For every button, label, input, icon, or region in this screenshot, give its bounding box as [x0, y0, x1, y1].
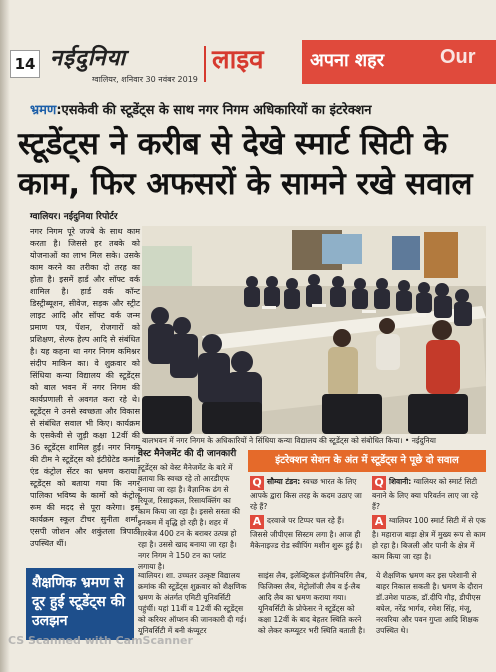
photo-caption: बालभवन में नगर निगम के अधिकारियों ने सिंधिया कन्या विद्यालय की स्टूडेंट्स को संबोधित किया। • नईदुनिया	[142, 436, 436, 445]
question-mark-2: Q	[372, 476, 386, 490]
kicker-text: :एसकेवी की स्टूडेंट्स के साथ नगर निगम अधिकारियों का इंटरेक्शन	[56, 103, 372, 118]
page-fold-shadow	[0, 0, 10, 672]
waste-heading: वेस्ट मैनेजमेंट की दी जानकारी	[138, 449, 237, 459]
article-body: नगर निगम पूरे जज्बे के साथ काम करता है। जिससे हर तबके को योजनाओं का लाभ मिल सके। उसके काम करने का तरीका दो तरह का होता है। इसमें हार्ड और सॉफ्ट वर्क शामिल है। हार्ड वर्क कॉन्ट डिस्ट्रीब्यूशन, सीवेज, सड़क और स्ट्रीट लाइट आदि और सॉफ्ट वर्क जन्म प्रमाण पत्र, पेंशन, रोजगारों को प्रशिक्षण, सेल्फ हेल्प आदि से संबंधित है। यह कहना था नगर निगम कमिश्नर संदीप माकिन का। वे शुक्रवार को सिंधिया कन्या विद्यालय की स्टूडेंट्स को बाल भवन में नगर निगम की कार्यप्रणाली से अवगत करा रहे थे। स्टूडेंट्स ने उनसे स्वच्छता और विकास से संबंधित सवाल भी किए। कार्यक्रम के एसकेवी से जुड़ी कक्षा 12वीं की 36 स्टूडेंट्स शामिल हुईं। नगर निगम की टीम ने स्टूडेंट्स को इंटीग्रेटेड कमांड एंड कंट्रोल सेंटर का भ्रमण कराया। स्टूडेंट्स को बताया गया कि नगर पालिका भविष्य के कामों को कंट्रोल रूम की मदद से पूरा करेगा। इस कार्यक्रम स्कूल टीचर सुनीता शर्मा, एसपी जोशन और शकुंतला त्रिपाठी उपस्थित थीं।	[30, 227, 140, 548]
masthead-divider	[204, 46, 206, 82]
scanner-watermark: CS Scanned with CamScanner	[8, 634, 193, 647]
meeting-photo-drawing	[142, 226, 486, 434]
paper-name: नईदुनिया	[50, 46, 127, 71]
q2-text: ग्वालियर को स्मार्ट सिटी बनाने के लिए क्या परिवर्तन लाए जा रहे हैं?	[372, 477, 479, 511]
masthead	[0, 40, 496, 90]
q1-name: सौम्या टंडन:	[267, 477, 301, 486]
tagline-english: Our	[440, 46, 476, 68]
section-title: लाइव	[212, 45, 264, 75]
page-number: 14	[10, 50, 40, 78]
waste-body: स्टूडेंट्स को वेस्ट मैनेजमेंट के बारे में बताया कि स्वच्छ रहे तो आरडीएफ बनाया जा रहा है। वैज्ञानिक ढंग से रियूज, रिसाइकल, रिसायक्लिंग का काम किया जा रहा है। इससे सस्ता की इनकम में वृद्धि हो रही है। शहर में गारबेज 400 टन के बराबर उत्पन्न हो रहा है। उससे खाद बनाया जा रहा है। नगर निगम ने 150 टन का प्लांट लगाया है।	[138, 463, 240, 571]
kicker-place: भ्रमण	[30, 103, 57, 118]
q1-text: स्वच्छ भारत के लिए आपके द्वारा किस तरह के कदम उठाए जा रहे हैं?	[250, 477, 362, 511]
article-kicker	[30, 100, 482, 118]
article-byline: ग्वालियर। नईदुनिया रिपोर्टर	[30, 212, 118, 222]
article-headline: स्टूडेंट्स ने करीब से देखे स्मार्ट सिटी के काम, फिर अफसरों के सामने रखे सवाल	[18, 126, 473, 202]
a2-text: ग्वालियर 100 स्मार्ट सिटी में से एक है। महाराज बाड़ा क्षेत्र में मुख्य रूप से काम हो रहा है। बिजली और पानी के क्षेत्र में काम किया जा रहा है।	[372, 516, 486, 561]
meeting-photo	[142, 226, 486, 434]
tagline: अपना शहर	[310, 50, 385, 71]
interaction-heading: इंटरेक्शन सेशन के अंत में स्टूडेंट्स ने पूछे दो सवाल	[248, 450, 486, 472]
bottom-article-title: शैक्षणिक भ्रमण से दूर हुई स्टूडेंट्स की उलझन	[26, 568, 134, 640]
dateline: ग्वालियर, शनिवार 30 नवंबर 2019	[92, 75, 198, 84]
bottom-col-1: ग्वालियर। शा. उच्चतर उत्कृष्ट विद्यालय क्रमांक की स्टूडेंट्स शुक्रवार को शैक्षणिक भ्रमण के अंतर्गत एमिटी यूनिवर्सिटी पहुंचीं। यहां 11वीं व 12वीं की स्टूडेंट्स को करियर ऑप्शन की जानकारी दी गई। यूनिवर्सिटी में बनी कंप्यूटर	[138, 571, 247, 635]
question-1	[250, 476, 364, 551]
question-2	[372, 476, 486, 562]
answer-mark-1: A	[250, 515, 264, 529]
bottom-col-2: साइंस लैब, इलेक्ट्रिकल इंजीनियरिंग लैब, फिजिक्स लैब, मेट्रोलॉजी लैब व ई-लैब आदि लैब का भ्रमण कराया गया। यूनिवर्सिटी के प्रोफेसर ने स्टूडेंट्स को कक्षा 12वीं के बाद बेहतर स्थिति करने को लेकर कम्प्यूटर भरी स्थिति बताती है।	[258, 571, 368, 635]
q2-name: शिवानी:	[389, 477, 412, 486]
a1-text: दरवाजे पर टिप्पर चल रहे हैं। जिससे जीपीएस सिस्टम लगा है। आज ही मैकेनाइज्ड रोड स्वीपिंग मशीन शुरू हुई है।	[250, 516, 363, 550]
question-mark-1: Q	[250, 476, 264, 490]
answer-mark-2: A	[372, 515, 386, 529]
bottom-col-3: ये शैक्षणिक भ्रमण कर इस परेशानी से बाहर निकाल सकती है। भ्रमण के दौरान डॉ.उमेश पाठक, डॉ.दीपि गौड़, डीपीएस बघेल, नरेंद्र भार्गव, रमेश सिंह, मंजू, नरवरिया और पवन गुप्ता आदि शिक्षक उपस्थित थे।	[376, 571, 483, 635]
